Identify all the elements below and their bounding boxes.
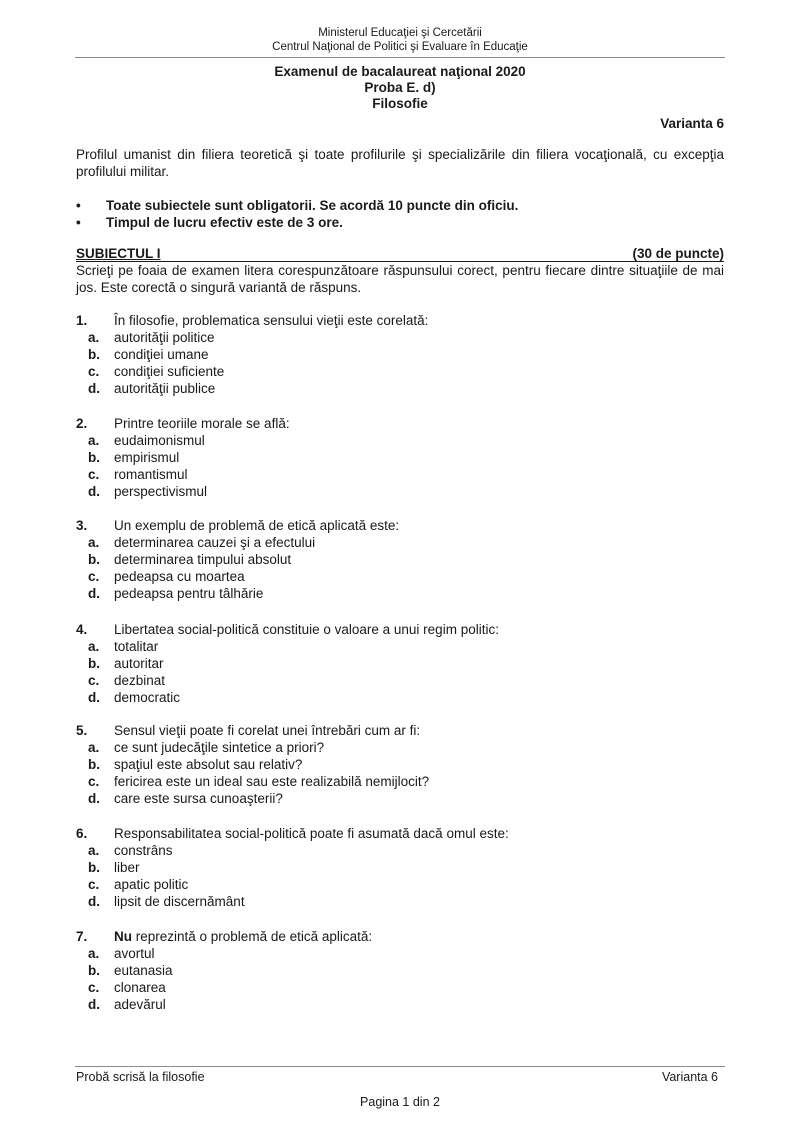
option-letter: a. [88,535,100,550]
option-letter: d. [88,690,100,705]
option-letter: a. [88,330,100,345]
option-letter: a. [88,740,100,755]
option-text: apatic politic [114,877,189,892]
answer-option [88,466,188,483]
option-text: lipsit de discernământ [114,894,245,909]
option-letter: d. [88,586,100,601]
option-text: autorităţii politice [114,330,215,345]
option-letter: b. [88,860,100,875]
question [76,312,428,329]
option-text: democratic [114,690,181,705]
option-text: romantismul [114,467,188,482]
answer-option [88,380,215,397]
option-text: avortul [114,946,155,961]
option-letter: c. [88,569,100,584]
answer-option [88,842,173,859]
option-letter: b. [88,656,100,671]
option-letter: c. [88,774,100,789]
option-letter: d. [88,381,100,396]
option-text: condiţiei suficiente [114,364,225,379]
answer-option [88,790,283,807]
section-heading [76,245,724,262]
answer-option [88,432,205,449]
option-text: eudaimonismul [114,433,205,448]
answer-option [88,773,429,790]
question-text: reprezintă o problemă de etică aplicată: [132,929,373,944]
rule-item [76,197,518,214]
answer-option [88,483,207,500]
exam-subject: Filosofie [372,96,428,111]
footer-left: Probă scrisă la filosofie [76,1070,205,1084]
answer-option [88,962,173,979]
section-points: (30 de puncte) [632,246,724,261]
option-text: spaţiul este absolut sau relativ? [114,757,303,772]
option-text: care este sursa cunoaşterii? [114,791,283,806]
center-name: Centrul Naţional de Politici şi Evaluare în Educaţie [272,41,528,53]
option-letter: d. [88,894,100,909]
section-title: SUBIECTUL I [76,246,161,261]
question [76,415,290,432]
option-text: adevărul [114,997,166,1012]
ministry-name: Ministerul Educaţiei şi Cercetării [318,27,482,39]
page-number: Pagina 1 din 2 [360,1095,440,1109]
exam-title: Examenul de bacalaureat naţional 2020 [274,64,526,79]
bullet-icon: • [76,198,81,213]
question-text: Un exemplu de problemă de etică aplicată este: [114,518,400,533]
footer-divider [75,1066,725,1067]
question-number: 3. [76,518,88,533]
option-letter: b. [88,757,100,772]
option-letter: b. [88,552,100,567]
question-number: 5. [76,723,88,738]
answer-option [88,689,180,706]
option-letter: d. [88,997,100,1012]
exam-proba: Proba E. d) [364,80,436,95]
option-text: clonarea [114,980,166,995]
answer-option [88,876,188,893]
option-text: constrâns [114,843,173,858]
question [76,621,499,638]
option-text: autorităţii publice [114,381,216,396]
question-number: 1. [76,313,88,328]
question-text: Sensul vieţii poate fi corelat unei întrebări cum ar fi: [114,723,421,738]
option-text: perspectivismul [114,484,208,499]
question [76,825,509,842]
answer-option [88,638,158,655]
option-letter: d. [88,484,100,499]
question-text: Printre teoriile morale se află: [114,416,290,431]
answer-option [88,859,140,876]
answer-option [88,568,245,585]
answer-option [88,893,245,910]
option-text: determinarea timpului absolut [114,552,292,567]
option-letter: b. [88,963,100,978]
option-letter: c. [88,673,100,688]
option-letter: a. [88,843,100,858]
answer-option [88,672,165,689]
answer-option [88,346,209,363]
footer-right: Varianta 6 [661,1070,718,1084]
option-text: determinarea cauzei şi a efectului [114,535,316,550]
option-letter: d. [88,791,100,806]
rule-text: Toate subiectele sunt obligatorii. Se acordă 10 puncte din oficiu. [106,198,519,213]
header-divider [75,57,725,58]
question-text: Responsabilitatea social-politică poate fi asumată dacă omul este: [114,826,509,841]
answer-option [88,756,302,773]
answer-option [88,979,166,996]
answer-option [88,449,179,466]
section-instructions: Scrieţi pe foaia de examen litera corespunzătoare răspunsului corect, pentru fiecare dintre situaţiile de mai jos. Este corectă o singură variantă de răspuns. [76,263,724,295]
answer-option [88,996,166,1013]
question [76,517,399,534]
answer-option [88,585,263,602]
option-text: fericirea este un ideal sau este realizabilă nemijlocit? [114,774,430,789]
answer-option [88,329,215,346]
option-letter: a. [88,639,100,654]
option-text: dezbinat [114,673,166,688]
question-number: 6. [76,826,88,841]
bullet-icon: • [76,215,81,230]
answer-option [88,363,224,380]
question-number: 4. [76,622,88,637]
option-text: liber [114,860,140,875]
question-text: Libertatea social-politică constituie o valoare a unui regim politic: [114,622,499,637]
option-text: empirismul [114,450,180,465]
option-letter: b. [88,347,100,362]
option-letter: c. [88,364,100,379]
answer-option [88,534,315,551]
answer-option [88,551,291,568]
rule-text: Timpul de lucru efectiv este de 3 ore. [106,215,343,230]
option-letter: a. [88,433,100,448]
option-letter: c. [88,467,100,482]
question-emphasis: Nu [114,929,132,944]
option-letter: c. [88,980,100,995]
answer-option [88,945,155,962]
question-number: 7. [76,929,88,944]
answer-option [88,739,324,756]
question [76,928,372,945]
question-text: În filosofie, problematica sensului vieţii este corelată: [114,313,429,328]
option-letter: a. [88,946,100,961]
option-text: pedeapsa cu moartea [114,569,245,584]
rule-item [76,214,343,231]
option-text: condiţiei umane [114,347,209,362]
option-text: pedeapsa pentru tâlhărie [114,586,264,601]
option-letter: c. [88,877,100,892]
option-text: autoritar [114,656,164,671]
exam-variant: Varianta 6 [660,116,724,131]
profile-text: Profilul umanist din filiera teoretică şi toate profilurile şi specializările din filiera vocaţională, cu excepţia profilului militar. [76,147,724,179]
question [76,722,420,739]
option-text: eutanasia [114,963,173,978]
option-text: ce sunt judecăţile sintetice a priori? [114,740,325,755]
answer-option [88,655,164,672]
option-text: totalitar [114,639,159,654]
question-number: 2. [76,416,88,431]
option-letter: b. [88,450,100,465]
